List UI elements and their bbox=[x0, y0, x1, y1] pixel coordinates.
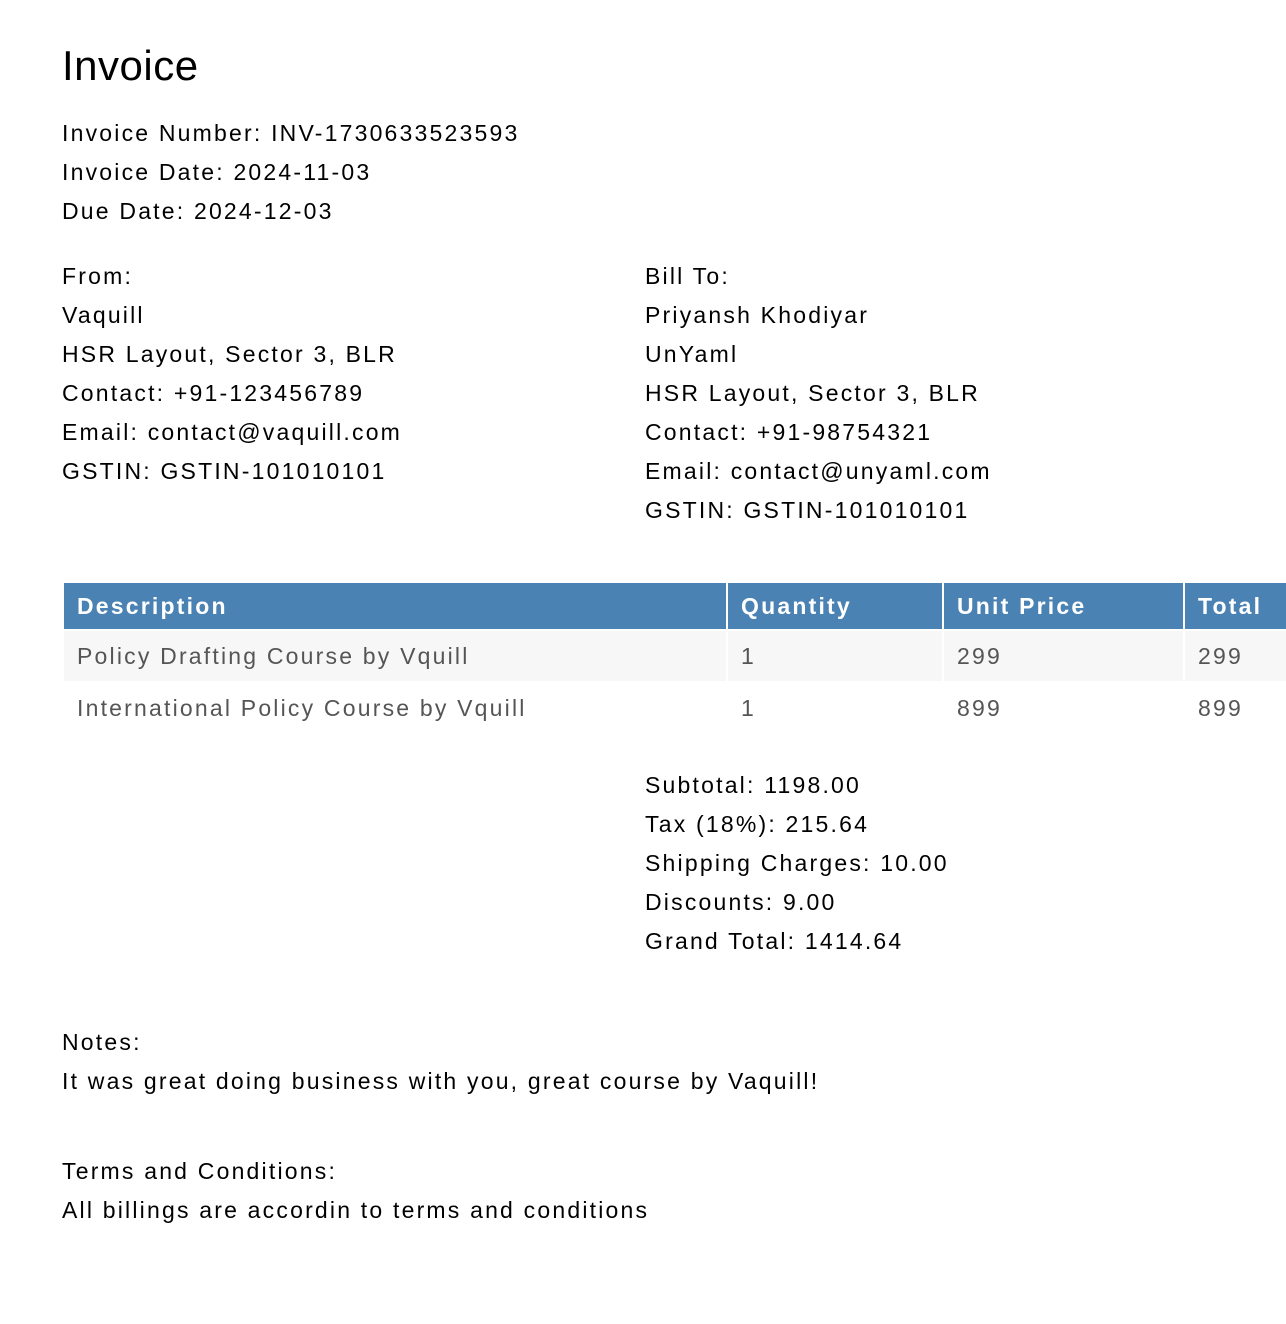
due-date-value: 2024-12-03 bbox=[193, 198, 334, 224]
from-gstin: GSTIN: GSTIN-101010101 bbox=[62, 458, 387, 484]
parties-section bbox=[62, 257, 1229, 530]
table-row bbox=[64, 631, 1286, 681]
item-unit-price: 299 bbox=[944, 631, 1183, 681]
due-date-line bbox=[62, 192, 1229, 231]
bill-to-contact: Contact: +91-98754321 bbox=[645, 419, 933, 445]
from-company: Vaquill bbox=[62, 302, 145, 328]
from-email: Email: contact@vaquill.com bbox=[62, 419, 403, 445]
subtotal-value: 1198.00 bbox=[764, 772, 862, 798]
bill-to-address: HSR Layout, Sector 3, BLR bbox=[645, 380, 980, 406]
invoice-date-label: Invoice Date: bbox=[62, 159, 225, 185]
item-description: Policy Drafting Course by Vquill bbox=[64, 631, 726, 681]
bill-to-email: Email: contact@unyaml.com bbox=[645, 458, 992, 484]
header-description: Description bbox=[64, 583, 726, 629]
discounts-label: Discounts: bbox=[645, 889, 775, 915]
invoice-number-label: Invoice Number: bbox=[62, 120, 263, 146]
discounts-value: 9.00 bbox=[782, 889, 837, 915]
shipping-label: Shipping Charges: bbox=[645, 850, 872, 876]
terms-section bbox=[62, 1152, 1229, 1230]
invoice-date-value: 2024-11-03 bbox=[233, 159, 372, 185]
subtotal-line bbox=[645, 766, 1229, 805]
invoice-number-line bbox=[62, 114, 1229, 153]
header-total: Total bbox=[1185, 583, 1286, 629]
terms-text: All billings are accordin to terms and conditions bbox=[62, 1197, 650, 1223]
shipping-value: 10.00 bbox=[880, 850, 949, 876]
item-quantity: 1 bbox=[728, 631, 942, 681]
bill-to-heading: Bill To: bbox=[645, 263, 730, 289]
header-unit-price: Unit Price bbox=[944, 583, 1183, 629]
subtotal-label: Subtotal: bbox=[645, 772, 756, 798]
notes-section bbox=[62, 1023, 1229, 1101]
table-row bbox=[64, 683, 1286, 733]
notes-text: It was great doing business with you, great course by Vaquill! bbox=[62, 1068, 820, 1094]
tax-line bbox=[645, 805, 1229, 844]
invoice-meta bbox=[62, 114, 1229, 231]
items-table-header bbox=[64, 583, 1286, 629]
from-section bbox=[62, 257, 645, 530]
grand-total-label: Grand Total: bbox=[645, 928, 797, 954]
item-total: 299 bbox=[1185, 631, 1286, 681]
bill-to-section bbox=[645, 257, 1228, 530]
item-unit-price: 899 bbox=[944, 683, 1183, 733]
page-title: Invoice bbox=[62, 42, 199, 89]
totals-section bbox=[645, 766, 1229, 961]
grand-total-value: 1414.64 bbox=[804, 928, 904, 954]
tax-value: 215.64 bbox=[785, 811, 870, 837]
invoice-document bbox=[0, 42, 1286, 1230]
header-quantity: Quantity bbox=[728, 583, 942, 629]
terms-heading: Terms and Conditions: bbox=[62, 1158, 338, 1184]
from-contact: Contact: +91-123456789 bbox=[62, 380, 365, 406]
tax-label: Tax (18%): bbox=[645, 811, 777, 837]
item-quantity: 1 bbox=[728, 683, 942, 733]
invoice-number-value: INV-1730633523593 bbox=[271, 120, 520, 146]
bill-to-name: Priyansh Khodiyar bbox=[645, 302, 870, 328]
from-heading: From: bbox=[62, 263, 134, 289]
invoice-date-line bbox=[62, 153, 1229, 192]
notes-heading: Notes: bbox=[62, 1029, 142, 1055]
item-description: International Policy Course by Vquill bbox=[64, 683, 726, 733]
bill-to-company: UnYaml bbox=[645, 341, 739, 367]
items-table bbox=[62, 581, 1286, 735]
bill-to-gstin: GSTIN: GSTIN-101010101 bbox=[645, 497, 970, 523]
from-address: HSR Layout, Sector 3, BLR bbox=[62, 341, 397, 367]
grand-total-line bbox=[645, 922, 1229, 961]
item-total: 899 bbox=[1185, 683, 1286, 733]
header-row bbox=[64, 583, 1286, 629]
due-date-label: Due Date: bbox=[62, 198, 186, 224]
shipping-line bbox=[645, 844, 1229, 883]
discounts-line bbox=[645, 883, 1229, 922]
